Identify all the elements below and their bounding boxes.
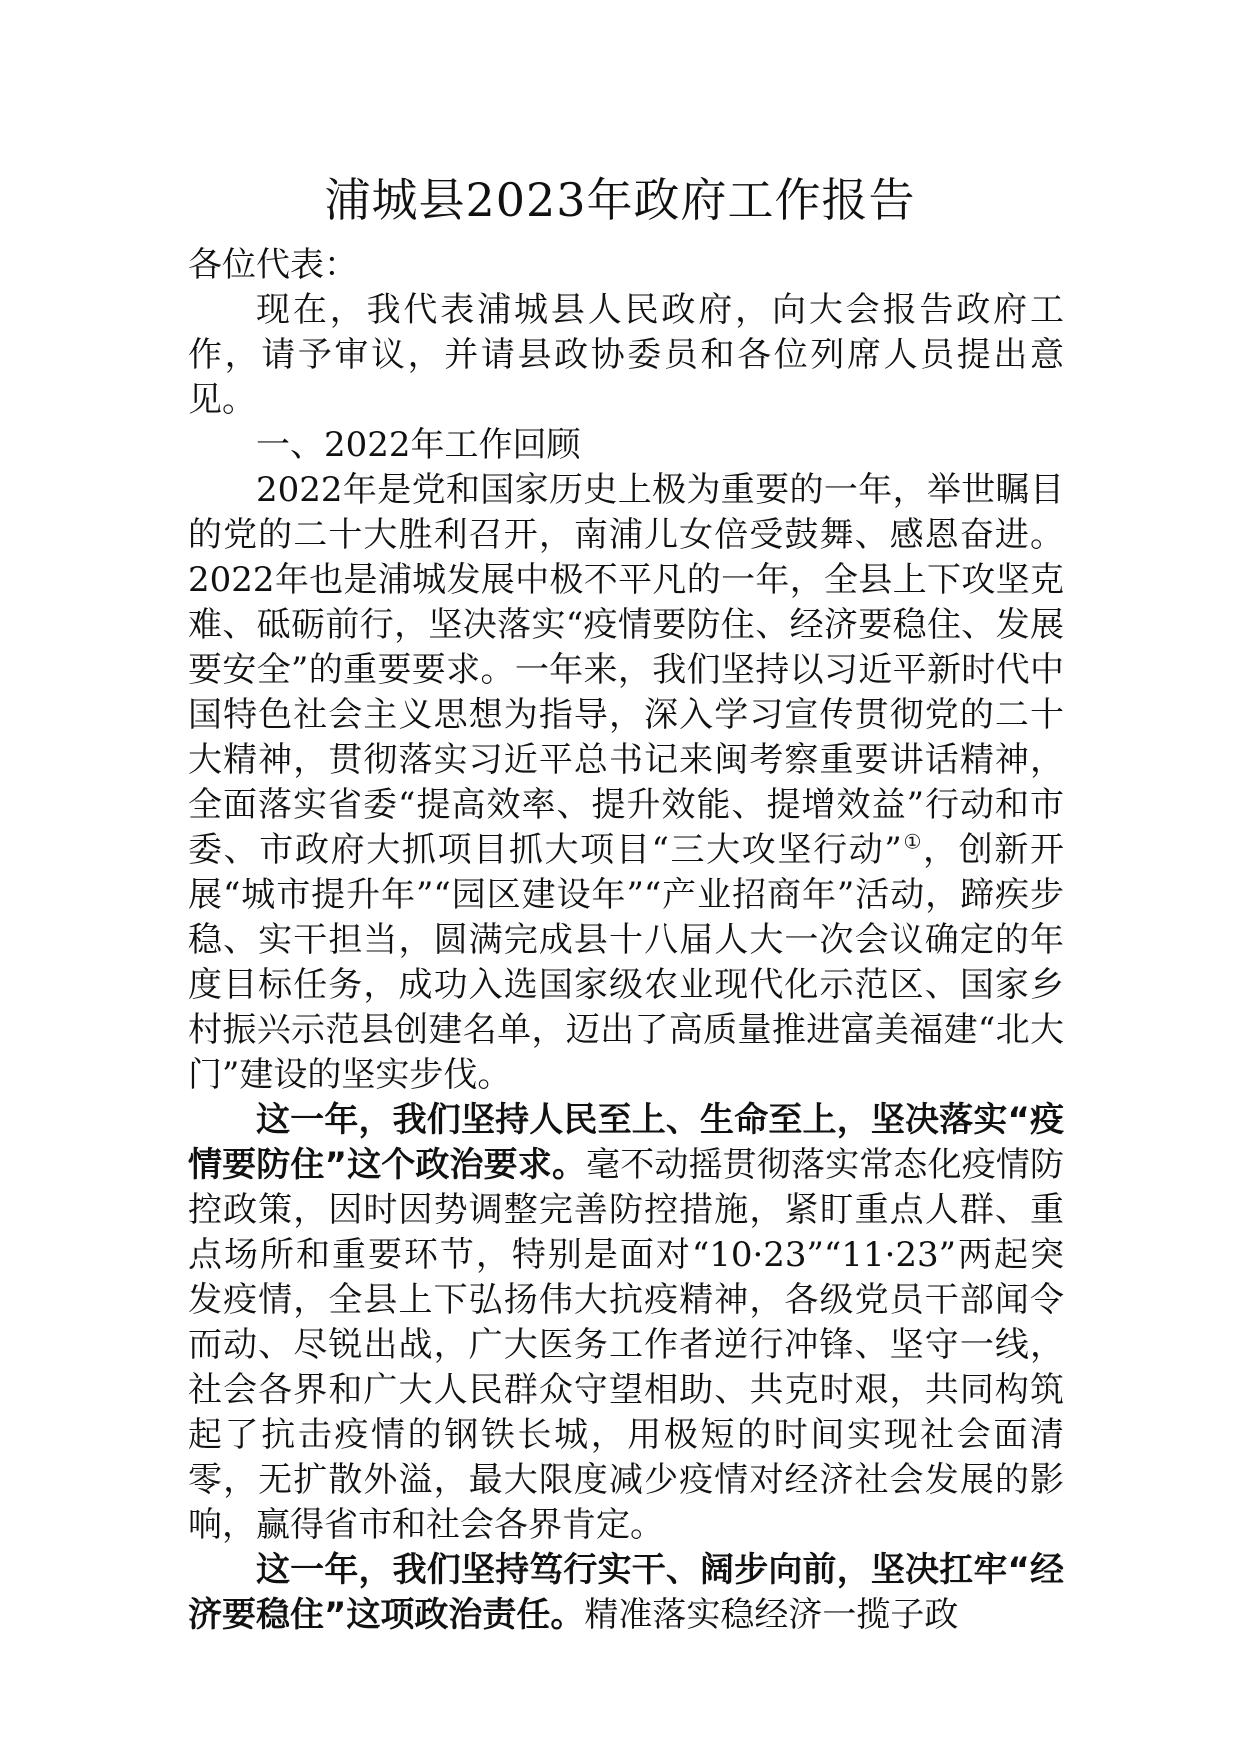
economy-paragraph — [188, 1548, 1064, 1638]
review-text-part-1: 2022年是党和国家历史上极为重要的一年，举世瞩目的党的二十大胜利召开，南浦儿女倍受鼓舞、感恩奋进。2022年也是浦城发展中极不平凡的一年，全县上下攻坚克难、砥砺前行，坚决落实“疫情要防住、经济要稳住、发展要安全”的重要要求。一年来，我们坚持以习近平新时代中国特色社会主义思想为指导，深入学习宣传贯彻党的二十大精神，贯彻落实习近平总书记来闽考察重要讲话精神，全面落实省委“提高效率、提升效能、提增效益”行动和市委、市政府大抓项目抓大项目“三大攻坚行动” — [188, 470, 1064, 870]
epidemic-paragraph — [188, 1098, 1064, 1548]
review-paragraph — [188, 468, 1064, 1098]
section-heading: 一、2022年工作回顾 — [256, 425, 581, 465]
economy-lead-sentence: 这一年，我们坚持笃行实干、阔步向前，坚决扛牢“经济要稳住”这项政治责任。 — [188, 1550, 1064, 1635]
footnote-marker: ① — [901, 829, 924, 854]
economy-body-text: 精准落实稳经济一揽子政 — [584, 1595, 959, 1635]
review-text-part-2: ，创新开展“城市提升年”“园区建设年”“产业招商年”活动，蹄疾步稳、实干担当，圆满完成县十八届人大一次会议确定的年度目标任务，成功入选国家级农业现代化示范区、国家乡村振兴示范县创建名单，迈出了高质量推进富美福建“北大门”建设的坚实步伐。 — [188, 830, 1065, 1095]
document-body — [188, 243, 1064, 1638]
epidemic-body-text: 毫不动摇贯彻落实常态化疫情防控政策，因时因势调整完善防控措施，紧盯重点人群、重点场所和重要环节，特别是面对“10·23”“11·23”两起突发疫情，全县上下弘扬伟大抗疫精神，各级党员干部闻令而动、尽锐出战，广大医务工作者逆行冲锋、坚守一线，社会各界和广大人民群众守望相助、共克时艰，共同构筑起了抗击疫情的钢铁长城，用极短的时间实现社会面清零，无扩散外溢，最大限度减少疫情对经济社会发展的影响，赢得省市和社会各界肯定。 — [188, 1145, 1064, 1545]
document-title: 浦城县2023年政府工作报告 — [324, 173, 916, 227]
salutation: 各位代表： — [188, 245, 358, 285]
intro-paragraph: 现在，我代表浦城县人民政府，向大会报告政府工作，请予审议，并请县政协委员和各位列席人员提出意见。 — [188, 290, 1064, 420]
epidemic-lead-sentence: 这一年，我们坚持人民至上、生命至上，坚决落实“疫情要防住”这个政治要求。 — [188, 1100, 1064, 1185]
